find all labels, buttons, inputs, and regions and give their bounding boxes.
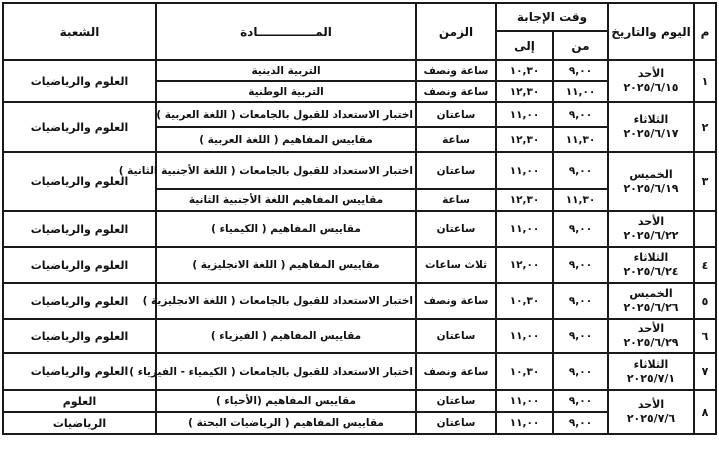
- time-to: ١٠,٣٠: [496, 283, 553, 319]
- exam-date: ٢٠٢٥/٦/٢٩: [623, 336, 679, 349]
- table-row: [3, 319, 716, 353]
- day-date-cell: [608, 60, 694, 102]
- day-name: الأحد: [637, 322, 665, 335]
- duration-cell: ساعتان: [416, 211, 496, 247]
- time-from: ١١,٣٠: [553, 127, 608, 152]
- track-cell: العلوم والرياضيات: [3, 152, 156, 211]
- time-to: ١١,٠٠: [496, 211, 553, 247]
- day-date-cell: [608, 152, 694, 211]
- table-row: [3, 152, 716, 189]
- time-to: ١٢,٣٠: [496, 189, 553, 211]
- time-from: ٩,٠٠: [553, 390, 608, 412]
- time-to: ١٢,٣٠: [496, 127, 553, 152]
- table-row: [3, 102, 716, 127]
- row-number: ١: [694, 60, 716, 102]
- exam-schedule-table: [2, 2, 717, 435]
- exam-date: ٢٠٢٥/٧/١: [626, 371, 676, 385]
- duration-cell: ساعة ونصف: [416, 81, 496, 102]
- day-date-cell: [608, 353, 694, 390]
- track-cell: الرياضيات: [3, 412, 156, 434]
- day-name: الأحد: [637, 215, 665, 228]
- duration-cell: ساعة ونصف: [416, 60, 496, 81]
- subject-cell: التربية الوطنية: [156, 81, 416, 102]
- track-cell: العلوم والرياضيات: [3, 353, 156, 390]
- table-row: [3, 353, 716, 390]
- header-day-date: اليوم والتاريخ: [608, 3, 694, 60]
- subject-cell: اختبار الاستعداد للقبول بالجامعات ( الكيمياء - الفيزياء ): [156, 353, 416, 390]
- duration-cell: ساعة: [416, 127, 496, 152]
- day-name: الخميس: [629, 287, 673, 300]
- time-from: ٩,٠٠: [553, 152, 608, 189]
- time-from: ٩,٠٠: [553, 211, 608, 247]
- track-cell: العلوم: [3, 390, 156, 412]
- row-number: ٥: [694, 283, 716, 319]
- time-to: ١١,٠٠: [496, 102, 553, 127]
- duration-cell: ساعتان: [416, 152, 496, 189]
- day-name: الثلاثاء: [633, 357, 669, 371]
- duration-cell: ساعتان: [416, 319, 496, 353]
- subject-cell: مقاييس المفاهيم (الأحياء ): [156, 390, 416, 412]
- row-number: ٦: [694, 319, 716, 353]
- track-cell: العلوم والرياضيات: [3, 211, 156, 247]
- subject-cell: التربية الدينية: [156, 60, 416, 81]
- header-track: الشعبة: [3, 3, 156, 60]
- subject-cell: مقاييس المفاهيم اللغة الأجنبية الثانية: [156, 189, 416, 211]
- time-to: ١٠,٣٠: [496, 353, 553, 390]
- subject-cell: مقاييس المفاهيم ( اللغة الانجليزية ): [156, 247, 416, 283]
- day-date-cell: [608, 247, 694, 283]
- table-row: [3, 60, 716, 81]
- exam-date: ٢٠٢٥/٦/١٧: [623, 127, 679, 140]
- day-name: الخميس: [629, 167, 673, 181]
- day-date-cell: [608, 390, 694, 434]
- time-to: ١٠,٣٠: [496, 60, 553, 81]
- time-from: ٩,٠٠: [553, 412, 608, 434]
- table-row: [3, 283, 716, 319]
- duration-cell: ساعتان: [416, 412, 496, 434]
- day-date-cell: [608, 319, 694, 353]
- table-row: [3, 211, 716, 247]
- row-number: ٧: [694, 353, 716, 390]
- duration-cell: ساعة: [416, 189, 496, 211]
- track-cell: العلوم والرياضيات: [3, 60, 156, 102]
- time-to: ١١,٠٠: [496, 319, 553, 353]
- header-to: إلى: [496, 31, 553, 60]
- time-from: ٩,٠٠: [553, 353, 608, 390]
- exam-date: ٢٠٢٥/٧/٦: [626, 412, 676, 425]
- exam-date: ٢٠٢٥/٦/٢٢: [623, 229, 679, 242]
- day-date-cell: [608, 211, 694, 247]
- time-from: ٩,٠٠: [553, 247, 608, 283]
- time-to: ١١,٠٠: [496, 152, 553, 189]
- exam-date: ٢٠٢٥/٦/٢٦: [623, 301, 679, 314]
- header-answer-time: وقت الإجابة: [496, 3, 608, 31]
- track-cell: العلوم والرياضيات: [3, 319, 156, 353]
- time-from: ٩,٠٠: [553, 283, 608, 319]
- time-from: ٩,٠٠: [553, 319, 608, 353]
- subject-cell: اختبار الاستعداد للقبول بالجامعات ( اللغة الانجليزية ): [156, 283, 416, 319]
- duration-cell: ساعة ونصف: [416, 283, 496, 319]
- subject-cell: مقاييس المفاهيم ( الكيمياء ): [156, 211, 416, 247]
- day-name: الأحد: [637, 67, 665, 80]
- time-from: ٩,٠٠: [553, 60, 608, 81]
- time-from: ١١,٠٠: [553, 81, 608, 102]
- subject-cell: مقاييس المفاهيم ( الفيزياء ): [156, 319, 416, 353]
- exam-date: ٢٠٢٥/٦/١٥: [623, 81, 679, 94]
- day-date-cell: [608, 102, 694, 152]
- track-cell: العلوم والرياضيات: [3, 247, 156, 283]
- row-number: ٨: [694, 390, 716, 434]
- day-name: الأحد: [637, 398, 665, 411]
- track-cell: العلوم والرياضيات: [3, 102, 156, 152]
- time-to: ١٢,٣٠: [496, 81, 553, 102]
- exam-date: ٢٠٢٥/٦/١٩: [623, 181, 679, 195]
- subject-cell: مقاييس المفاهيم ( الرياضيات البحتة ): [156, 412, 416, 434]
- header-duration: الزمن: [416, 3, 496, 60]
- duration-cell: ثلاث ساعات: [416, 247, 496, 283]
- time-to: ١٢,٠٠: [496, 247, 553, 283]
- row-number: ٤: [694, 247, 716, 283]
- subject-cell: مقاييس المفاهيم ( اللغة العربية ): [156, 127, 416, 152]
- day-name: الثلاثاء: [633, 113, 669, 126]
- subject-cell: اختبار الاستعداد للقبول بالجامعات ( اللغة الأجنبية الثانية ): [156, 152, 416, 189]
- subject-cell: اختبار الاستعداد للقبول بالجامعات ( اللغة العربية ): [156, 102, 416, 127]
- day-date-cell: [608, 283, 694, 319]
- table-row: [3, 390, 716, 412]
- time-to: ١١,٠٠: [496, 412, 553, 434]
- exam-date: ٢٠٢٥/٦/٢٤: [623, 265, 679, 278]
- row-number: ٣: [694, 152, 716, 211]
- row-number: [694, 211, 716, 247]
- row-number: ٢: [694, 102, 716, 152]
- table-row: [3, 247, 716, 283]
- duration-cell: ساعتان: [416, 390, 496, 412]
- header-num: م: [694, 3, 716, 60]
- duration-cell: ساعة ونصف: [416, 353, 496, 390]
- track-cell: العلوم والرياضيات: [3, 283, 156, 319]
- day-name: الثلاثاء: [633, 251, 669, 264]
- header-from: من: [553, 31, 608, 60]
- header-subject: المــــــــــــــادة: [156, 3, 416, 60]
- time-from: ١١,٣٠: [553, 189, 608, 211]
- time-from: ٩,٠٠: [553, 102, 608, 127]
- time-to: ١١,٠٠: [496, 390, 553, 412]
- duration-cell: ساعتان: [416, 102, 496, 127]
